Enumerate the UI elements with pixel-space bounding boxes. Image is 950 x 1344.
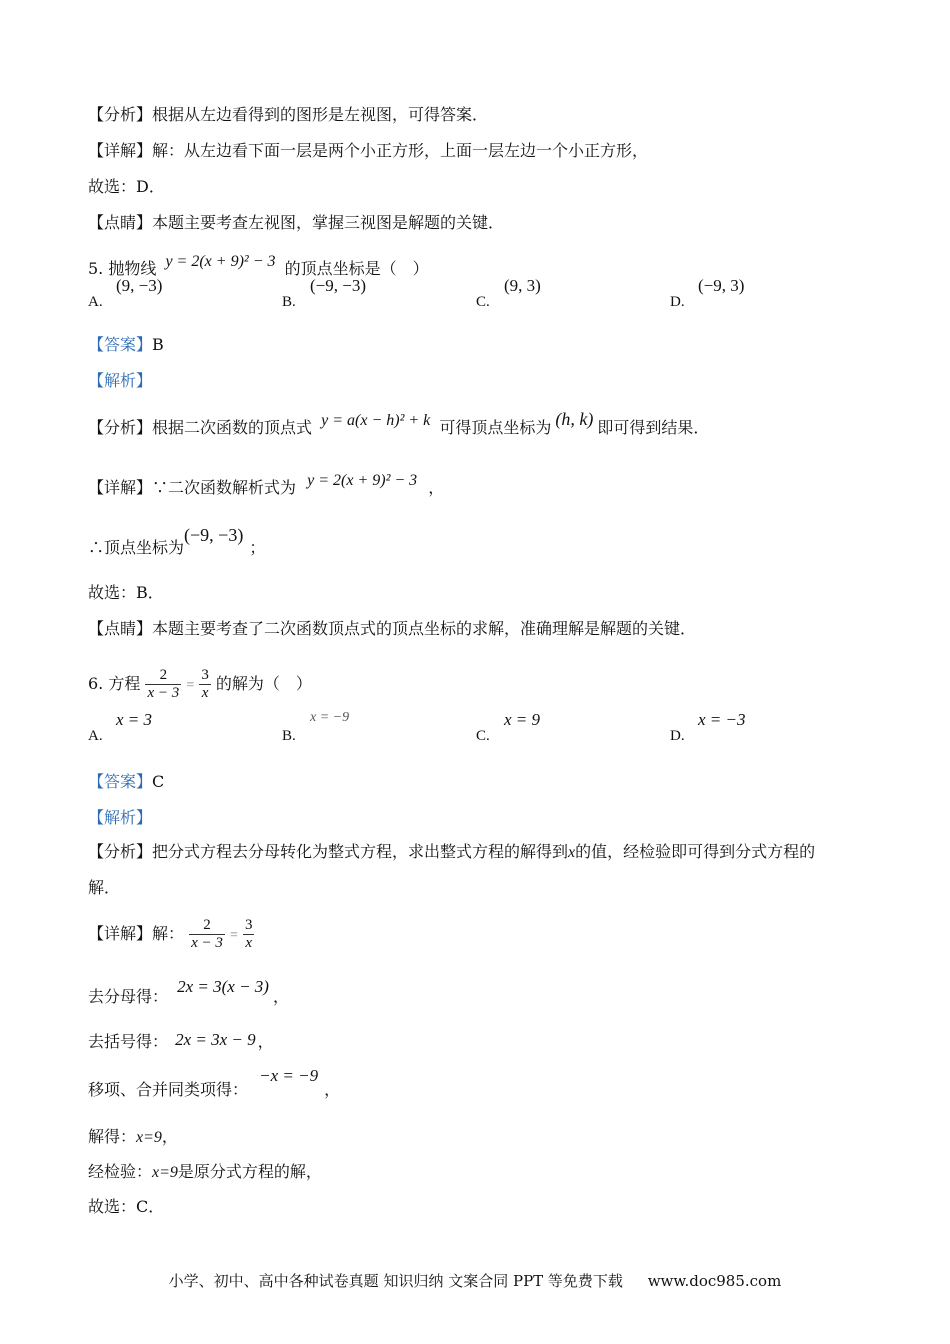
step-text: 去分母得： [88, 987, 169, 1006]
frac-num: 2 [203, 917, 211, 933]
step-text: 去括号得： [88, 1032, 169, 1051]
formula: x=9 [152, 1164, 178, 1181]
choose-line: 故选：B． [88, 583, 164, 602]
formula: (−9, −3) [184, 525, 244, 545]
choose-line: 故选：C． [88, 1197, 165, 1216]
answer-value: C [152, 772, 165, 791]
analysis-text: 【分析】根据二次函数的顶点式 [88, 418, 313, 437]
fraction-left [189, 917, 225, 952]
equals-sign: = [186, 678, 195, 693]
question-prefix: 6. 方程 [88, 674, 141, 693]
question-prefix: 5. 抛物线 [88, 259, 157, 278]
step-text: ， [161, 1127, 178, 1146]
analysis-tag: 【解析】 [88, 371, 153, 390]
option-value: (−9, 3) [698, 276, 745, 295]
analysis-line-2: 解． [88, 878, 121, 897]
text-line: 【点睛】本题主要考查左视图，掌握三视图是解题的关键． [88, 213, 505, 232]
step-text: ， [324, 1080, 341, 1099]
step-4 [88, 1126, 178, 1149]
option-value: (9, 3) [504, 276, 541, 295]
step-1 [88, 977, 289, 1008]
text-line: 【分析】根据从左边看得到的图形是左视图，可得答案． [88, 105, 489, 124]
option-label: D. [670, 294, 685, 310]
frac-den: x − 3 [191, 935, 223, 951]
detail-text: ； [249, 538, 266, 557]
frac-den: x [243, 934, 255, 952]
frac-num: 3 [244, 917, 253, 933]
step-2 [88, 1031, 274, 1053]
option-label: B. [282, 294, 296, 310]
step-text: ， [257, 1032, 274, 1051]
formula: x=9 [136, 1129, 162, 1146]
therefore-line [88, 525, 266, 559]
detail-line [88, 912, 254, 958]
option-value: x = 3 [116, 710, 153, 729]
fraction-right [243, 917, 255, 952]
analysis-text: 可得顶点坐标为 [439, 418, 552, 437]
analysis-line [88, 841, 815, 864]
fraction-right [199, 667, 211, 702]
frac-num: 2 [159, 667, 168, 683]
step-text: 解得： [88, 1127, 137, 1146]
detail-text: ∴顶点坐标为 [88, 538, 185, 557]
analysis-text: 即可得到结果． [597, 418, 710, 437]
frac-num: 3 [201, 667, 209, 683]
answer-value: B [152, 335, 164, 354]
step-text: 是原分式方程的解， [177, 1162, 322, 1181]
footer-text: 小学、初中、高中各种试卷真题 知识归纳 文案合同 PPT 等免费下载 [168, 1272, 623, 1290]
option-label: A. [88, 294, 103, 310]
page-footer [0, 1270, 950, 1291]
formula: −x = −9 [259, 1066, 319, 1085]
step-text: 移项、合并同类项得： [88, 1080, 249, 1099]
option-value: (−9, −3) [310, 276, 366, 295]
step-text: ， [272, 987, 289, 1006]
equals-sign: = [229, 928, 238, 943]
option-value: x = −3 [698, 710, 746, 729]
text-line: 【详解】解：从左边看下面一层是两个小正方形，上面一层左边一个小正方形， [88, 141, 649, 160]
frac-den: x [199, 684, 211, 702]
option-value: (9, −3) [116, 276, 163, 295]
detail-line [88, 472, 445, 500]
step-3 [88, 1066, 341, 1101]
analysis-tag: 【解析】 [88, 808, 153, 827]
detail-text: ， [428, 478, 445, 497]
formula: y = a(x − h)² + k [321, 412, 431, 429]
question-6 [88, 662, 312, 708]
option-label: C. [476, 728, 490, 744]
answer-tag: 【答案】 [88, 335, 153, 354]
formula: y = 2(x + 9)² − 3 [307, 472, 418, 489]
option-value: x = −9 [310, 710, 350, 725]
check-line [88, 1161, 322, 1184]
option-label: B. [282, 728, 296, 744]
question-suffix: 的顶点坐标是（ ） [284, 259, 429, 278]
option-label: C. [476, 294, 490, 310]
answer-line [88, 771, 164, 793]
analysis-text: 的值，经检验即可得到分式方程的 [575, 842, 816, 861]
step-text: 经检验： [88, 1162, 153, 1181]
option-label: D. [670, 728, 685, 744]
option-value: x = 9 [504, 710, 541, 729]
detail-text: 【详解】解： [88, 924, 185, 943]
answer-tag: 【答案】 [88, 772, 153, 791]
variable: x [568, 844, 576, 861]
formula: 2x = 3(x − 3) [177, 977, 269, 996]
detail-text: 【详解】∵二次函数解析式为 [88, 478, 297, 497]
formula: (h, k) [555, 409, 594, 429]
analysis-line [88, 409, 710, 440]
footer-site-link[interactable]: www.doc985.com [647, 1272, 782, 1290]
fraction-left [145, 667, 181, 702]
dianjing-line: 【点睛】本题主要考查了二次函数顶点式的顶点坐标的求解，准确理解是解题的关键． [88, 619, 697, 638]
question-suffix: 的解为（ ） [215, 674, 312, 693]
analysis-text: 【分析】把分式方程去分母转化为整式方程，求出整式方程的解得到 [88, 842, 569, 861]
answer-line [88, 334, 164, 356]
text-line: 故选：D． [88, 177, 165, 196]
frac-den: x − 3 [147, 685, 180, 701]
formula: 2x = 3x − 9 [175, 1030, 256, 1049]
formula: y = 2(x + 9)² − 3 [165, 253, 276, 270]
option-label: A. [88, 728, 103, 744]
